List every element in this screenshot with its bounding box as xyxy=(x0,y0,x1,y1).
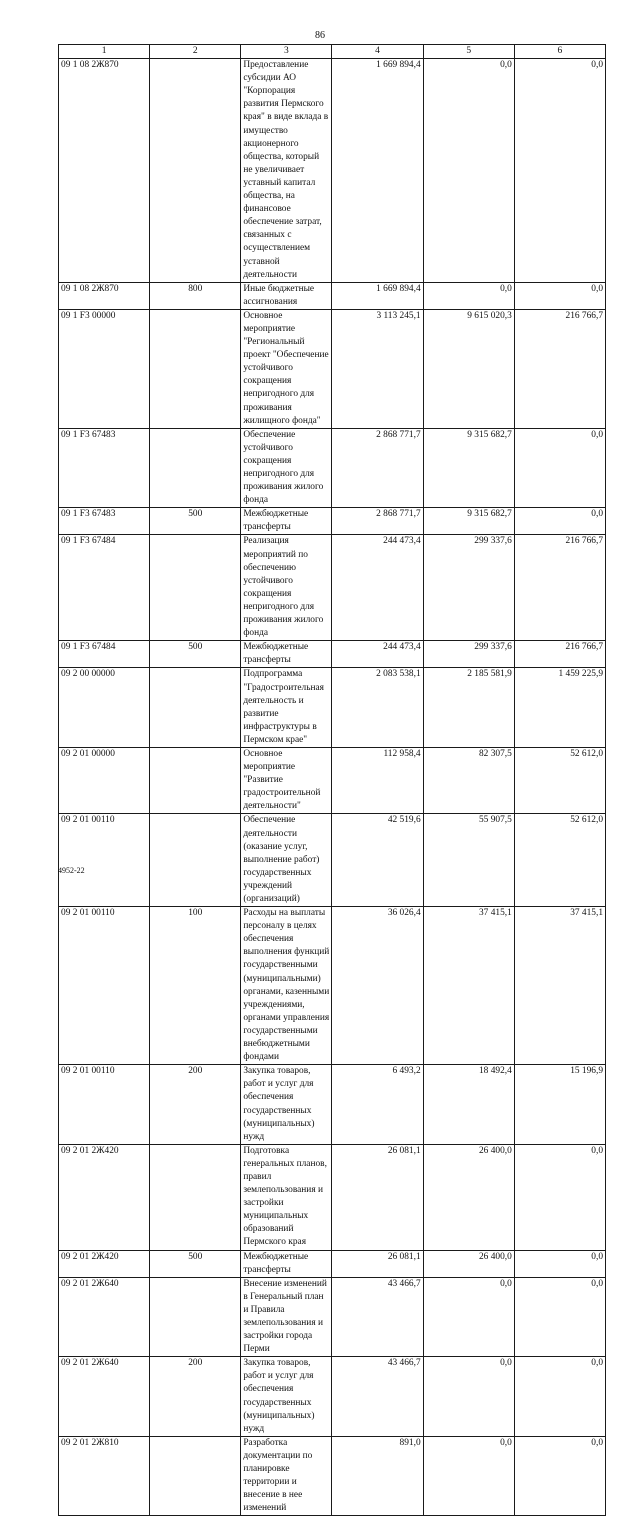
cell-amount-1: 26 081,1 xyxy=(332,1250,423,1277)
table-row xyxy=(59,641,606,668)
header-col-1: 1 xyxy=(59,45,150,59)
cell-amount-1: 891,0 xyxy=(332,1436,423,1516)
cell-name: Подготовка генеральных планов, правил землепользования и застройки муниципальных образований Пермского края xyxy=(241,1144,332,1250)
cell-amount-1: 6 493,2 xyxy=(332,1065,423,1145)
cell-code: 09 2 01 00000 xyxy=(59,747,150,813)
cell-amount-1: 244 473,4 xyxy=(332,535,423,641)
cell-code: 09 2 00 00000 xyxy=(59,668,150,748)
cell-amount-3: 216 766,7 xyxy=(514,535,605,641)
cell-name: Подпрограмма "Градостроительная деятельность и развитие инфраструктуры в Пермском крае" xyxy=(241,668,332,748)
cell-code: 09 1 F3 00000 xyxy=(59,309,150,428)
table-row xyxy=(59,1277,606,1357)
table-header-row xyxy=(59,45,606,59)
cell-name: Иные бюджетные ассигнования xyxy=(241,282,332,309)
cell-amount-1: 2 083 538,1 xyxy=(332,668,423,748)
cell-amount-1: 112 958,4 xyxy=(332,747,423,813)
cell-amount-2: 0,0 xyxy=(423,1436,514,1516)
table-row xyxy=(59,309,606,428)
cell-code: 09 2 01 2Ж640 xyxy=(59,1357,150,1437)
cell-amount-1: 1 669 894,4 xyxy=(332,59,423,283)
cell-amount-3: 216 766,7 xyxy=(514,309,605,428)
cell-expense-type: 500 xyxy=(150,641,241,668)
cell-amount-1: 3 113 245,1 xyxy=(332,309,423,428)
cell-amount-2: 26 400,0 xyxy=(423,1250,514,1277)
cell-expense-type xyxy=(150,535,241,641)
cell-amount-3: 0,0 xyxy=(514,428,605,508)
cell-amount-3: 15 196,9 xyxy=(514,1065,605,1145)
cell-name: Внесение изменений в Генеральный план и Правила землепользования и застройки города Перми xyxy=(241,1277,332,1357)
cell-amount-2: 0,0 xyxy=(423,1357,514,1437)
cell-name: Разработка документации по планировке территории и внесение в нее изменений xyxy=(241,1436,332,1516)
cell-name: Межбюджетные трансферты xyxy=(241,508,332,535)
header-col-4: 4 xyxy=(332,45,423,59)
table-row xyxy=(59,1250,606,1277)
cell-expense-type xyxy=(150,309,241,428)
table-row xyxy=(59,535,606,641)
cell-amount-2: 9 315 682,7 xyxy=(423,508,514,535)
cell-amount-2: 37 415,1 xyxy=(423,907,514,1065)
cell-amount-2: 82 307,5 xyxy=(423,747,514,813)
cell-name: Основное мероприятие "Развитие градостроительной деятельности" xyxy=(241,747,332,813)
header-col-2: 2 xyxy=(150,45,241,59)
cell-expense-type xyxy=(150,428,241,508)
cell-amount-3: 0,0 xyxy=(514,1144,605,1250)
cell-amount-2: 9 615 020,3 xyxy=(423,309,514,428)
cell-expense-type xyxy=(150,1436,241,1516)
cell-amount-1: 2 868 771,7 xyxy=(332,508,423,535)
cell-amount-2: 9 315 682,7 xyxy=(423,428,514,508)
cell-name: Закупка товаров, работ и услуг для обеспечения государственных (муниципальных) нужд xyxy=(241,1065,332,1145)
cell-expense-type xyxy=(150,1144,241,1250)
cell-amount-2: 299 337,6 xyxy=(423,641,514,668)
cell-expense-type: 100 xyxy=(150,907,241,1065)
cell-expense-type: 200 xyxy=(150,1065,241,1145)
cell-code: 09 2 01 00110 xyxy=(59,1065,150,1145)
table-body xyxy=(59,59,606,1516)
table-row xyxy=(59,1144,606,1250)
page-number: 86 xyxy=(315,30,325,41)
cell-code: 09 1 08 2Ж870 xyxy=(59,59,150,283)
cell-expense-type xyxy=(150,668,241,748)
cell-amount-1: 1 669 894,4 xyxy=(332,282,423,309)
cell-expense-type: 200 xyxy=(150,1357,241,1437)
cell-amount-3: 0,0 xyxy=(514,1436,605,1516)
cell-name: Обеспечение устойчивого сокращения непригодного для проживания жилого фонда xyxy=(241,428,332,508)
cell-code: 09 2 01 00110 xyxy=(59,907,150,1065)
table-row xyxy=(59,59,606,283)
cell-code: 09 2 01 2Ж420 xyxy=(59,1250,150,1277)
cell-name: Обеспечение деятельности (оказание услуг, выполнение работ) государственных учреждений (организаций) xyxy=(241,814,332,907)
cell-code: 09 1 08 2Ж870 xyxy=(59,282,150,309)
cell-name: Расходы на выплаты персоналу в целях обеспечения выполнения функций государственными (муниципальными) органами, казенными учреждениями, органами управления государственными внебюджетными фондами xyxy=(241,907,332,1065)
cell-amount-3: 37 415,1 xyxy=(514,907,605,1065)
table-row xyxy=(59,907,606,1065)
cell-code: 09 2 01 2Ж810 xyxy=(59,1436,150,1516)
table-row xyxy=(59,1436,606,1516)
cell-amount-2: 2 185 581,9 xyxy=(423,668,514,748)
cell-code: 09 1 F3 67483 xyxy=(59,428,150,508)
budget-table xyxy=(58,44,606,1516)
cell-code: 09 2 01 2Ж420 xyxy=(59,1144,150,1250)
header-col-5: 5 xyxy=(423,45,514,59)
cell-expense-type: 500 xyxy=(150,508,241,535)
cell-expense-type: 500 xyxy=(150,1250,241,1277)
cell-amount-2: 0,0 xyxy=(423,282,514,309)
cell-amount-1: 42 519,6 xyxy=(332,814,423,907)
cell-name: Предоставление субсидии АО "Корпорация развития Пермского края" в виде вклада в имущество акционерного общества, который не увеличивает уставный капитал общества, на финансовое обеспечение затрат, связанных с осуществлением уставной деятельности xyxy=(241,59,332,283)
cell-name: Основное мероприятие "Региональный проект "Обеспечение устойчивого сокращения непригодного для проживания жилищного фонда" xyxy=(241,309,332,428)
table-row xyxy=(59,428,606,508)
cell-name: Закупка товаров, работ и услуг для обеспечения государственных (муниципальных) нужд xyxy=(241,1357,332,1437)
cell-amount-3: 216 766,7 xyxy=(514,641,605,668)
cell-amount-3: 0,0 xyxy=(514,59,605,283)
cell-amount-2: 18 492,4 xyxy=(423,1065,514,1145)
cell-amount-3: 52 612,0 xyxy=(514,814,605,907)
cell-expense-type xyxy=(150,747,241,813)
cell-code: 09 2 01 2Ж640 xyxy=(59,1277,150,1357)
header-col-3: 3 xyxy=(241,45,332,59)
table-row xyxy=(59,747,606,813)
cell-amount-3: 0,0 xyxy=(514,282,605,309)
cell-amount-3: 0,0 xyxy=(514,1250,605,1277)
cell-amount-2: 299 337,6 xyxy=(423,535,514,641)
cell-expense-type xyxy=(150,59,241,283)
table-row xyxy=(59,1357,606,1437)
cell-name: Реализация мероприятий по обеспечению устойчивого сокращения непригодного для проживания жилого фонда xyxy=(241,535,332,641)
table-row xyxy=(59,668,606,748)
cell-amount-2: 55 907,5 xyxy=(423,814,514,907)
cell-amount-3: 0,0 xyxy=(514,1277,605,1357)
cell-amount-2: 26 400,0 xyxy=(423,1144,514,1250)
cell-amount-2: 0,0 xyxy=(423,59,514,283)
cell-amount-3: 0,0 xyxy=(514,1357,605,1437)
table-row xyxy=(59,814,606,907)
cell-name: Межбюджетные трансферты xyxy=(241,1250,332,1277)
table-row xyxy=(59,282,606,309)
cell-code: 09 1 F3 67484 xyxy=(59,641,150,668)
cell-amount-2: 0,0 xyxy=(423,1277,514,1357)
table-row xyxy=(59,1065,606,1145)
header-col-6: 6 xyxy=(514,45,605,59)
cell-amount-1: 244 473,4 xyxy=(332,641,423,668)
cell-code: 09 1 F3 67483 xyxy=(59,508,150,535)
cell-amount-1: 2 868 771,7 xyxy=(332,428,423,508)
cell-amount-3: 0,0 xyxy=(514,508,605,535)
cell-code: 09 2 01 00110 xyxy=(59,814,150,907)
cell-amount-1: 26 081,1 xyxy=(332,1144,423,1250)
cell-expense-type xyxy=(150,1277,241,1357)
cell-amount-3: 52 612,0 xyxy=(514,747,605,813)
cell-amount-3: 1 459 225,9 xyxy=(514,668,605,748)
cell-amount-1: 36 026,4 xyxy=(332,907,423,1065)
cell-amount-1: 43 466,7 xyxy=(332,1357,423,1437)
cell-name: Межбюджетные трансферты xyxy=(241,641,332,668)
cell-expense-type: 800 xyxy=(150,282,241,309)
cell-amount-1: 43 466,7 xyxy=(332,1277,423,1357)
cell-code: 09 1 F3 67484 xyxy=(59,535,150,641)
cell-expense-type xyxy=(150,814,241,907)
table-row xyxy=(59,508,606,535)
footer-document-code: 4952-22 xyxy=(58,866,85,875)
